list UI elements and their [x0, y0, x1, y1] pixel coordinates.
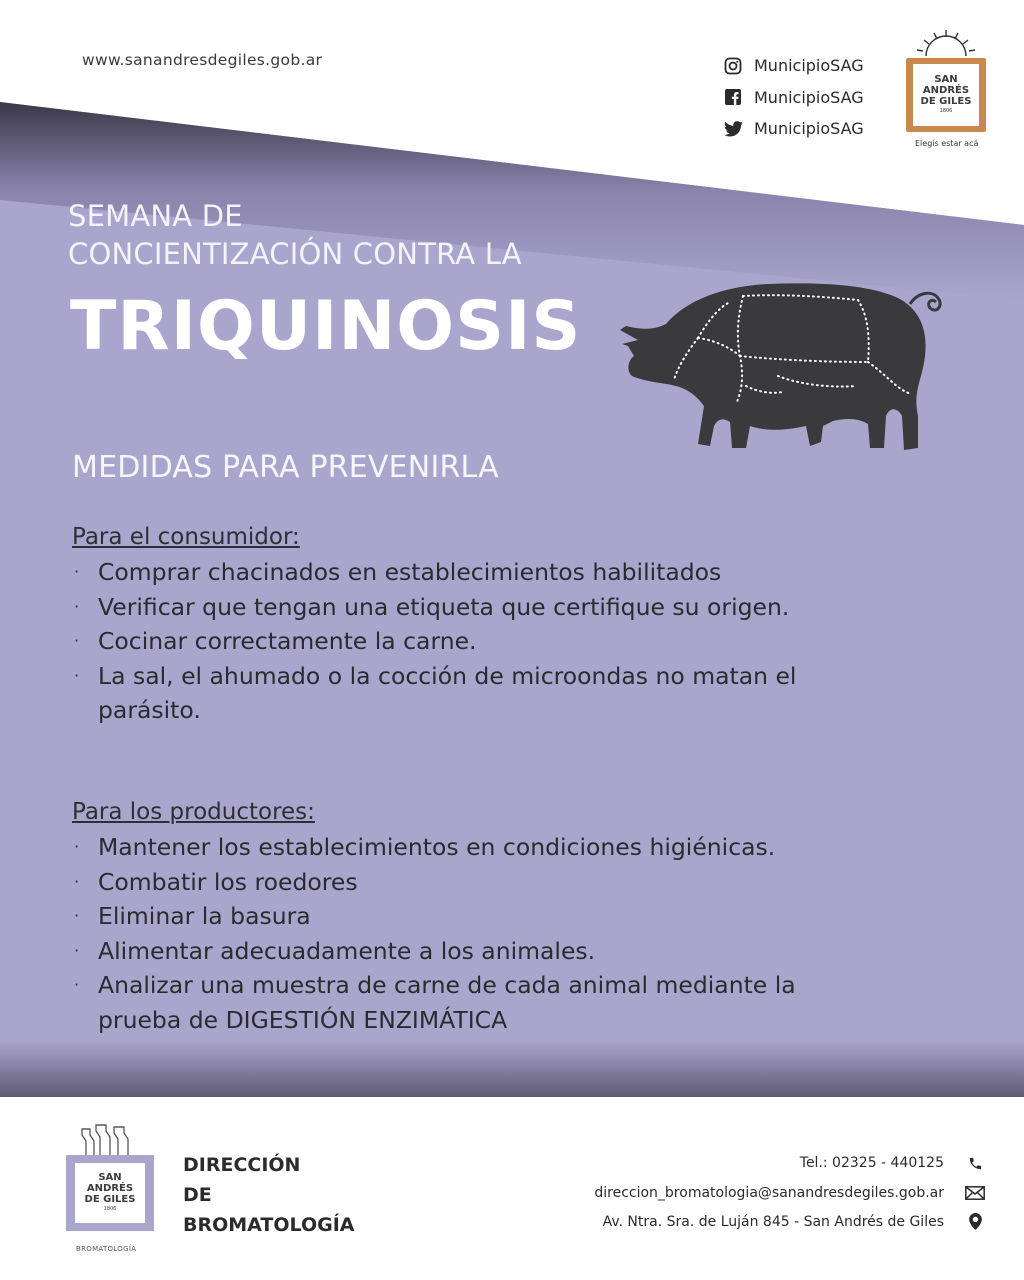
- list-item: · Mantener los establecimientos en condiciones higiénicas.: [74, 833, 776, 861]
- list-item-continuation: prueba de DIGESTIÓN ENZIMÁTICA: [98, 1005, 508, 1034]
- social-facebook[interactable]: [722, 82, 864, 114]
- location-pin-icon: [962, 1213, 988, 1230]
- list-item: · Combatir los roedores: [74, 867, 358, 896]
- title-line-1: SEMANA DE: [68, 199, 243, 233]
- list-item: · Verificar que tengan una etiqueta que certifique su origen.: [74, 592, 790, 621]
- page-title: TRIQUINOSIS: [70, 287, 582, 366]
- pig-illustration: [618, 276, 952, 456]
- facebook-icon: [722, 86, 744, 108]
- list-item: · La sal, el ahumado o la cocción de microondas no matan el: [74, 661, 797, 690]
- footer-logo-year: 1806: [103, 1206, 117, 1212]
- social-links: [722, 50, 864, 145]
- sun-rays-icon: [912, 28, 980, 58]
- subtitle: MEDIDAS PARA PREVENIRLA: [72, 450, 499, 485]
- website-url[interactable]: www.sanandresdegiles.gob.ar: [82, 51, 323, 69]
- producers-heading: Para los productores:: [72, 799, 315, 825]
- footer-logo-line1: SAN: [98, 1172, 122, 1183]
- list-item-continuation: parásito.: [98, 696, 201, 724]
- facebook-handle: MunicipioSAG: [754, 87, 864, 107]
- contact-phone[interactable]: [800, 1155, 988, 1171]
- consumer-heading: Para el consumidor:: [72, 524, 300, 550]
- phone-icon: [962, 1156, 988, 1171]
- twitter-handle: MunicipioSAG: [754, 119, 864, 139]
- list-item: · Alimentar adecuadamente a los animales.: [74, 936, 596, 965]
- phone-text: Tel.: 02325 - 440125: [799, 1155, 944, 1171]
- producers-list: [72, 830, 796, 1037]
- footer-logo-line2: ANDRÉS: [86, 1183, 134, 1194]
- dept-line-1: DIRECCIÓN: [183, 1154, 301, 1176]
- list-item: · Cocinar correctamente la carne.: [74, 627, 477, 655]
- address-text: Av. Ntra. Sra. de Luján 845 - San Andrés de Giles: [602, 1213, 944, 1230]
- lab-flasks-icon: [76, 1121, 144, 1155]
- producers-section: [72, 799, 796, 1037]
- twitter-icon: [722, 118, 744, 140]
- instagram-icon: [722, 55, 744, 77]
- logo-year: 1806: [939, 108, 953, 114]
- contact-address[interactable]: [603, 1213, 988, 1230]
- mail-icon: [962, 1186, 988, 1200]
- logo-tagline: Elegís estar acá: [915, 139, 979, 148]
- list-item: · Analizar una muestra de carne de cada animal mediante la: [74, 971, 796, 999]
- dept-line-2: DE: [183, 1184, 212, 1206]
- social-instagram[interactable]: [722, 50, 864, 82]
- contact-email[interactable]: [594, 1185, 988, 1201]
- email-text: direccion_bromatologia@sanandresdegiles.gob.ar: [594, 1185, 944, 1201]
- dept-line-3: BROMATOLOGÍA: [183, 1214, 355, 1236]
- social-twitter[interactable]: [722, 113, 864, 145]
- instagram-handle: MunicipioSAG: [754, 56, 864, 76]
- logo-line3: DE GILES: [920, 96, 972, 107]
- department-name: [183, 1150, 354, 1240]
- list-item: · Eliminar la basura: [74, 902, 311, 930]
- consumer-list: [72, 555, 796, 728]
- consumer-section: [72, 524, 796, 728]
- logo-line2: ANDRÉS: [922, 85, 970, 96]
- title-line-2: CONCIENTIZACIÓN CONTRA LA: [68, 237, 522, 271]
- list-item: · Comprar chacinados en establecimientos habilitados: [74, 558, 722, 586]
- logo-line1: SAN: [934, 74, 958, 85]
- footer-logo-tag: BROMATOLOGÍA: [76, 1245, 137, 1253]
- footer-logo-line3: DE GILES: [84, 1194, 136, 1205]
